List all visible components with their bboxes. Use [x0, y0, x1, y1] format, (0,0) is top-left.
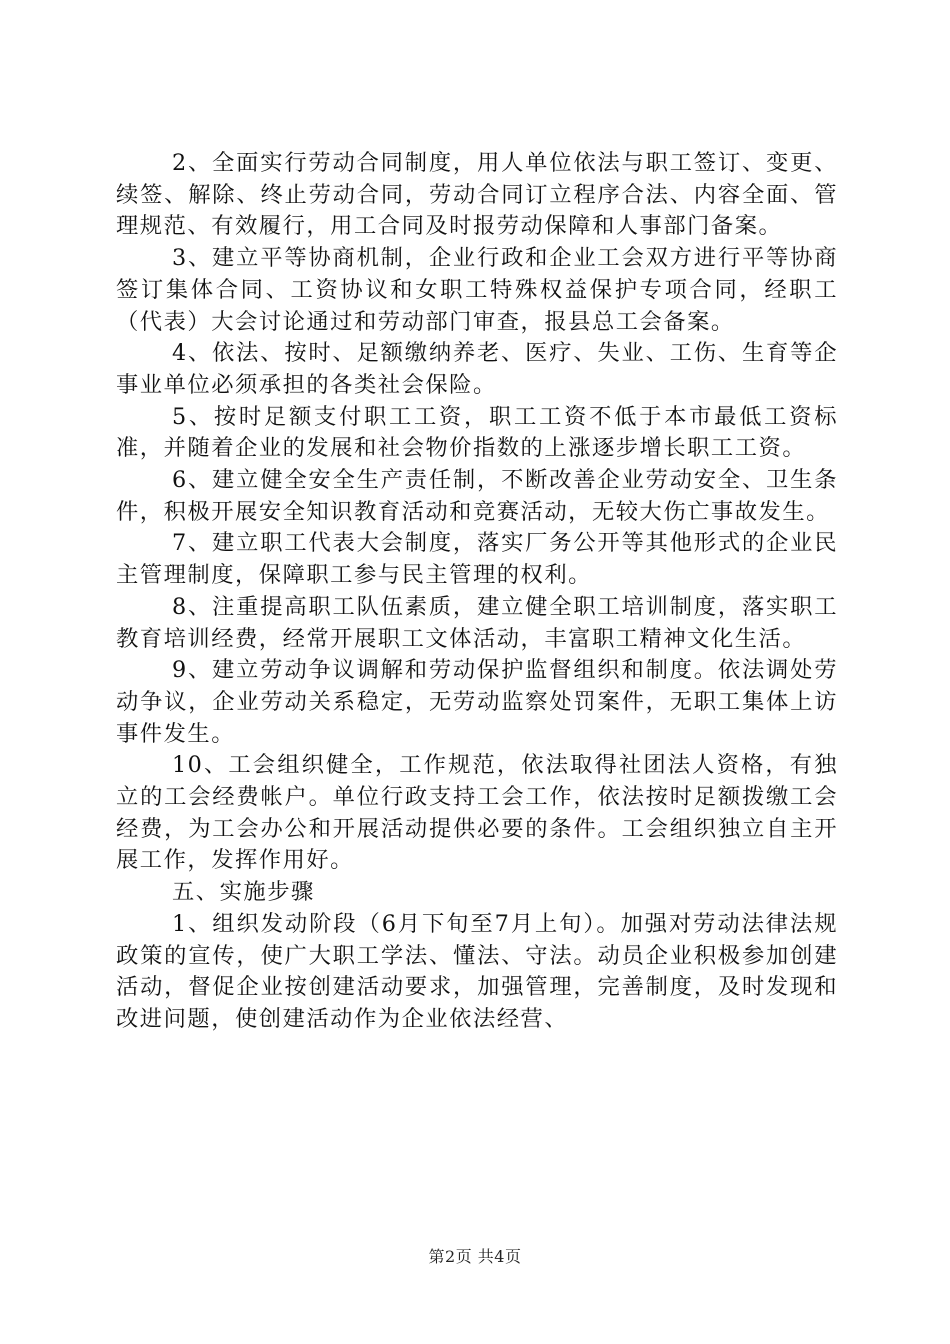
paragraph-item-3: 3、建立平等协商机制，企业行政和企业工会双方进行平等协商签订集体合同、工资协议和女职工特殊权益保护专项合同，经职工（代表）大会讨论通过和劳动部门审查，报县总工会备案。 — [116, 245, 838, 335]
paragraph-item-9: 9、建立劳动争议调解和劳动保护监督组织和制度。依法调处劳动争议，企业劳动关系稳定，无劳动监察处罚案件，无职工集体上访事件发生。 — [116, 657, 838, 747]
paragraph-item-8: 8、注重提高职工队伍素质，建立健全职工培训制度，落实职工教育培训经费，经常开展职工文体活动，丰富职工精神文化生活。 — [116, 593, 838, 652]
paragraph-item-7: 7、建立职工代表大会制度，落实厂务公开等其他形式的企业民主管理制度，保障职工参与民主管理的权利。 — [116, 530, 838, 589]
step-paragraph-1: 1、组织发动阶段（6月下旬至7月上旬）。加强对劳动法律法规政策的宣传，使广大职工学法、懂法、守法。动员企业积极参加创建活动，督促企业按创建活动要求，加强管理，完善制度，及时发现和改进问题，使创建活动作为企业依法经营、 — [116, 910, 838, 1032]
section-heading: 五、实施步骤 — [172, 879, 315, 906]
document-body — [116, 148, 838, 1036]
page-number-footer: 第2页 共4页 — [428, 1247, 522, 1266]
paragraph-item-5: 5、按时足额支付职工工资，职工工资不低于本市最低工资标准，并随着企业的发展和社会物价指数的上涨逐步增长职工工资。 — [116, 403, 838, 462]
paragraph-item-10: 10、工会组织健全，工作规范，依法取得社团法人资格，有独立的工会经费帐户。单位行政支持工会工作，依法按时足额拨缴工会经费，为工会办公和开展活动提供必要的条件。工会组织独立自主开展工作，发挥作用好。 — [116, 752, 838, 874]
paragraph-item-6: 6、建立健全安全生产责任制，不断改善企业劳动安全、卫生条件，积极开展安全知识教育活动和竞赛活动，无较大伤亡事故发生。 — [116, 467, 838, 525]
paragraph-item-2: 2、全面实行劳动合同制度，用人单位依法与职工签订、变更、续签、解除、终止劳动合同，劳动合同订立程序合法、内容全面、管理规范、有效履行，用工合同及时报劳动保障和人事部门备案。 — [116, 150, 838, 240]
paragraph-item-4: 4、依法、按时、足额缴纳养老、医疗、失业、工伤、生育等企事业单位必须承担的各类社会保险。 — [116, 340, 838, 398]
